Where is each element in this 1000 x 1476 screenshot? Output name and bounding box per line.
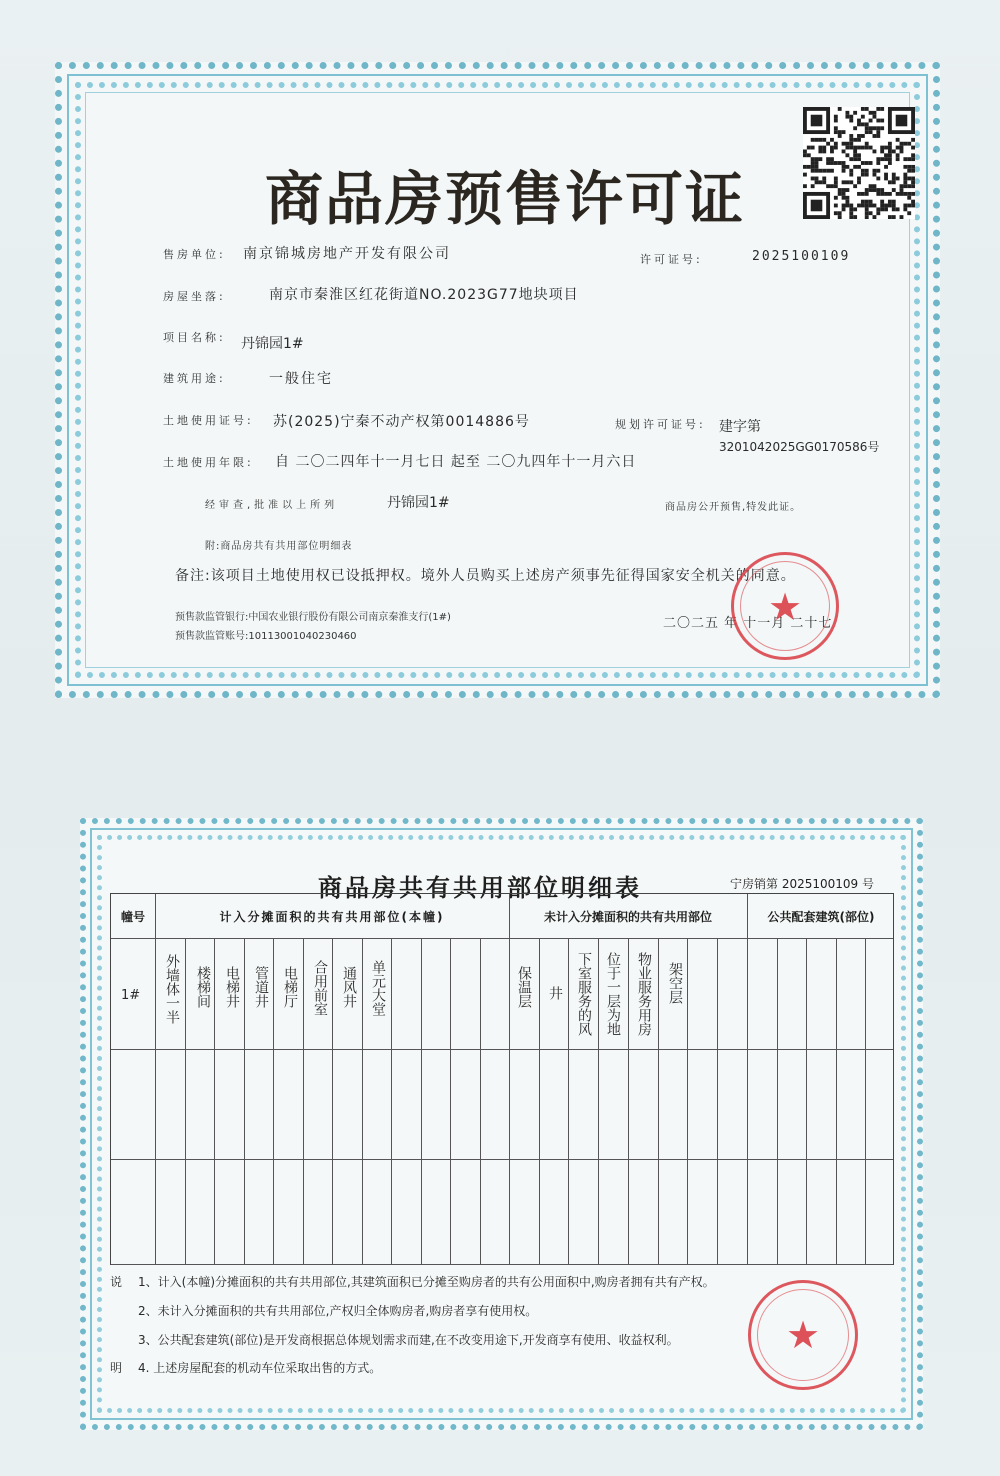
seller-value: 南京锦城房地产开发有限公司 [243,246,451,262]
table-rule [273,938,274,1264]
table-rule [717,938,718,1264]
shared-parts-table [110,893,894,1265]
land-term-label: 土地使用年限: [163,456,254,469]
presale-permit-certificate [55,62,940,698]
permit-number-label: 许可证号: [640,253,703,266]
issue-date: 二〇二五 年 十一月 二十七 [663,616,833,631]
not-counted-item: 下室服务的风 [576,952,592,1036]
table-rule [687,938,688,1264]
counted-item: 电梯厅 [282,966,298,1008]
shared-parts-detail-sheet [80,818,923,1430]
qr-code[interactable] [803,107,915,219]
counted-item: 单元大堂 [370,960,386,1016]
land-cert-value: 苏(2025)宁秦不动产权第0014886号 [273,414,530,430]
table-rule [865,938,866,1264]
land-term-value: 自 二〇二四年十一月七日 起至 二〇九四年十一月六日 [275,454,637,470]
seal-star-icon: ★ [767,585,803,629]
official-red-seal [731,552,839,660]
counted-item: 外墙体一半 [164,954,180,1024]
table-rule [628,938,629,1264]
supervision-account: 预售款监管账号:10113001040230460 [175,631,357,642]
remark-text: 备注:该项目土地使用权已设抵押权。境外人员购买上述房产须事先征得国家安全机关的同意。 [175,568,796,584]
not-counted-item: 架空层 [667,962,683,1004]
planning-permit-prefix: 建字第 [719,419,761,435]
table-rule [185,938,186,1264]
counted-item: 楼梯间 [195,966,211,1008]
table-document-number: 宁房销第 2025100109 号 [730,877,874,891]
table-rule [111,1264,893,1265]
table-rule [539,938,540,1264]
header-counted-parts: 计入分摊面积的共有共用部位(本幢) [219,910,445,924]
not-counted-item: 保温层 [516,966,532,1008]
counted-item: 电梯井 [224,966,240,1008]
table-rule [568,938,569,1264]
table-rule [155,894,156,1264]
planning-permit-value: 3201042025GG0170586号 [719,440,880,454]
not-counted-item: 位于一层为地 [605,952,621,1036]
usage-label: 建筑用途: [163,372,226,385]
table-rule [777,938,778,1264]
table-rule [747,938,748,1264]
table-rule [214,938,215,1264]
note-item: 1、计入(本幢)分摊面积的共有共用部位,其建筑面积已分摊至购房者的共有公用面积中,购房者拥有共有产权。 [138,1275,715,1289]
approval-text: 经审查,批准以上所列 [205,500,339,511]
supervision-bank: 预售款监管银行:中国农业银行股份有限公司南京秦淮支行(1#) [175,612,451,623]
seller-label: 售房单位: [163,248,226,261]
note-item: 3、公共配套建筑(部位)是开发商根据总体规划需求而建,在不改变用途下,开发商享有使用、收益权利。 [138,1333,679,1347]
usage-value: 一般住宅 [269,371,333,387]
certificate-title: 商品房预售许可证 [264,165,745,233]
project-name-value: 丹锦园1# [241,336,304,352]
table-rule [480,938,481,1264]
table-rule [391,938,392,1264]
note-item: 2、未计入分摊面积的共有共用部位,产权归全体购房者,购房者享有使用权。 [138,1304,538,1318]
location-value: 南京市秦淮区红花街道NO.2023G77地块项目 [269,287,579,303]
attachment-note: 附:商品房共有共用部位明细表 [205,541,353,552]
note-item: 4. 上述房屋配套的机动车位采取出售的方式。 [138,1361,382,1375]
building-number-cell: 1# [121,988,141,1003]
header-building-no: 幢号 [120,910,145,924]
land-cert-label: 土地使用证号: [163,414,254,427]
permit-number-value: 2025100109 [752,249,851,264]
official-red-seal [748,1280,858,1390]
table-rule [362,938,363,1264]
not-counted-item: 物业服务用房 [636,952,652,1036]
table-rule [836,938,837,1264]
location-label: 房屋坐落: [163,290,226,303]
notes-side-label-top: 说 [110,1275,123,1289]
project-name-label: 项目名称: [163,331,226,344]
table-rule [658,938,659,1264]
counted-item: 通风井 [341,966,357,1008]
approval-project: 丹锦园1# [387,495,450,511]
seal-star-icon: ★ [785,1313,821,1357]
header-public-facilities: 公共配套建筑(部位) [767,910,875,924]
table-title: 商品房共有共用部位明细表 [318,874,642,902]
approval-tail: 商品房公开预售,特发此证。 [665,502,802,513]
table-rule [332,938,333,1264]
table-rule [244,938,245,1264]
table-rule [806,938,807,1264]
table-rule [303,938,304,1264]
counted-item: 合用前室 [312,960,328,1016]
table-rule [421,938,422,1264]
counted-item: 管道井 [253,966,269,1008]
table-rule [509,894,510,1264]
not-counted-item: 井 [547,986,563,1000]
table-rule [598,938,599,1264]
table-rule [450,938,451,1264]
notes-side-label-bottom: 明 [110,1361,123,1375]
planning-permit-label: 规划许可证号: [615,418,706,431]
header-not-counted-parts: 未计入分摊面积的共有共用部位 [543,910,712,924]
